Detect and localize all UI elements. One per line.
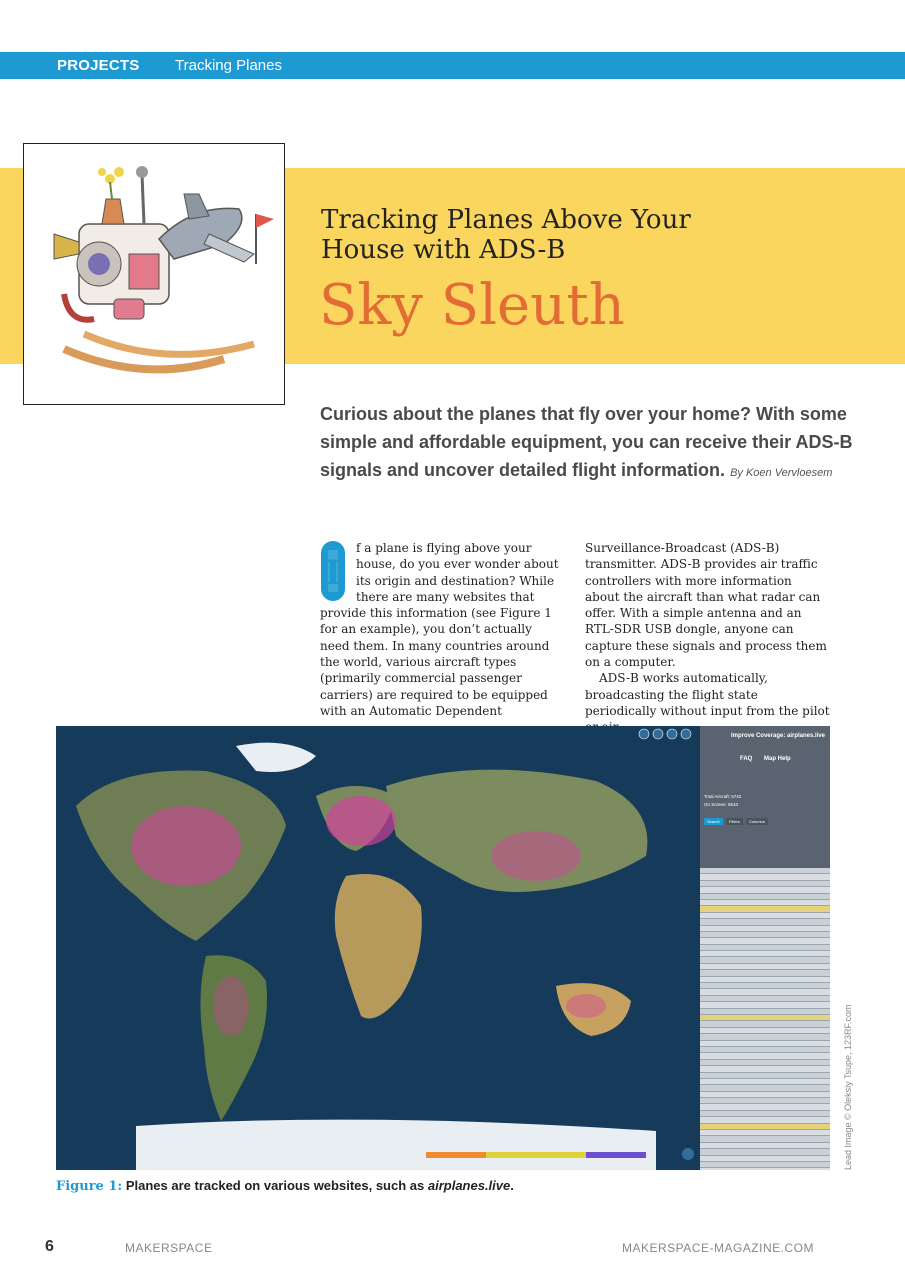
credit-text: Lead Image © Oleksiy Tsupe, 123RF.com (843, 1004, 853, 1170)
column-2-paragraph-2: ADS-B works automatically, broadcasting the flight state periodically without input from the pilot (585, 671, 830, 718)
body-column-1 (320, 540, 565, 719)
on-screen-count: On Screen: 5610 (704, 802, 739, 807)
caption-end: . (510, 1178, 514, 1193)
aircraft-table (700, 868, 830, 1170)
page-number: 6 (45, 1238, 54, 1255)
caption-label: Figure 1: (56, 1179, 123, 1194)
footer-url: MAKERSPACE-MAGAZINE.COM (622, 1241, 814, 1255)
deck-text: Curious about the planes that fly over your home? With some simple and affordable equipment, you can receive their ADS-B signals and uncover detailed flight information. (320, 404, 853, 480)
map-help-link[interactable]: Map Help (764, 756, 791, 762)
lead-illustration (23, 143, 285, 405)
section-label: PROJECTS (57, 57, 140, 74)
caption-text: Planes are tracked on various websites, such as (125, 1178, 428, 1193)
body-column-2 (585, 540, 830, 736)
dropcap (320, 540, 346, 602)
world-map-screenshot (56, 726, 700, 1170)
kicker (321, 205, 691, 265)
aircraft-list-panel (700, 726, 830, 1170)
total-aircraft: Total Aircraft: 5742 (704, 794, 742, 799)
tab-filters[interactable]: Filters (726, 818, 743, 825)
column-1-text: f a plane is flying above your house, do you ever wonder about its origin and destination? While there are many websites that provide this information (see Figure 1 for an example), you don’t actually need them. In many countries around the world, various aircraft types (primarily commercial passenger carriers) are required to be equipped with an Automatic Dependent (320, 541, 559, 718)
figure-caption (56, 1178, 514, 1194)
faq-link[interactable]: FAQ (740, 756, 753, 762)
deck-dotted-rule (320, 500, 905, 506)
top-dotted-rule (0, 36, 905, 44)
footer-magazine: MAKERSPACE (125, 1241, 213, 1255)
kicker-line-2: House with ADS-B (321, 235, 566, 265)
article-title: Sky Sleuth (319, 273, 625, 338)
byline: By Koen Vervloesem (730, 467, 833, 479)
image-credit (843, 1000, 855, 1170)
article-deck (320, 400, 880, 487)
table-row[interactable] (700, 1168, 830, 1170)
section-topic: Tracking Planes (175, 57, 282, 74)
panel-header (700, 726, 830, 868)
caption-site: airplanes.live (427, 1178, 511, 1193)
section-header-bar (0, 52, 905, 79)
panel-title: Improve Coverage: airplanes.live (730, 733, 826, 739)
column-2-paragraph-1: Surveillance-Broadcast (ADS-B) transmitter. ADS-B provides air traffic controllers with more information about the aircraft than what radar can offer. With a simple antenna and an RTL-SDR USB dongle, anyone can capture these signals and process them on a computer. (585, 541, 827, 670)
svg-text:I: I (325, 553, 341, 593)
tab-search[interactable]: Search (704, 818, 723, 825)
tab-columns[interactable]: Columns (746, 818, 768, 825)
kicker-line-1: Tracking Planes Above Your (321, 205, 691, 235)
